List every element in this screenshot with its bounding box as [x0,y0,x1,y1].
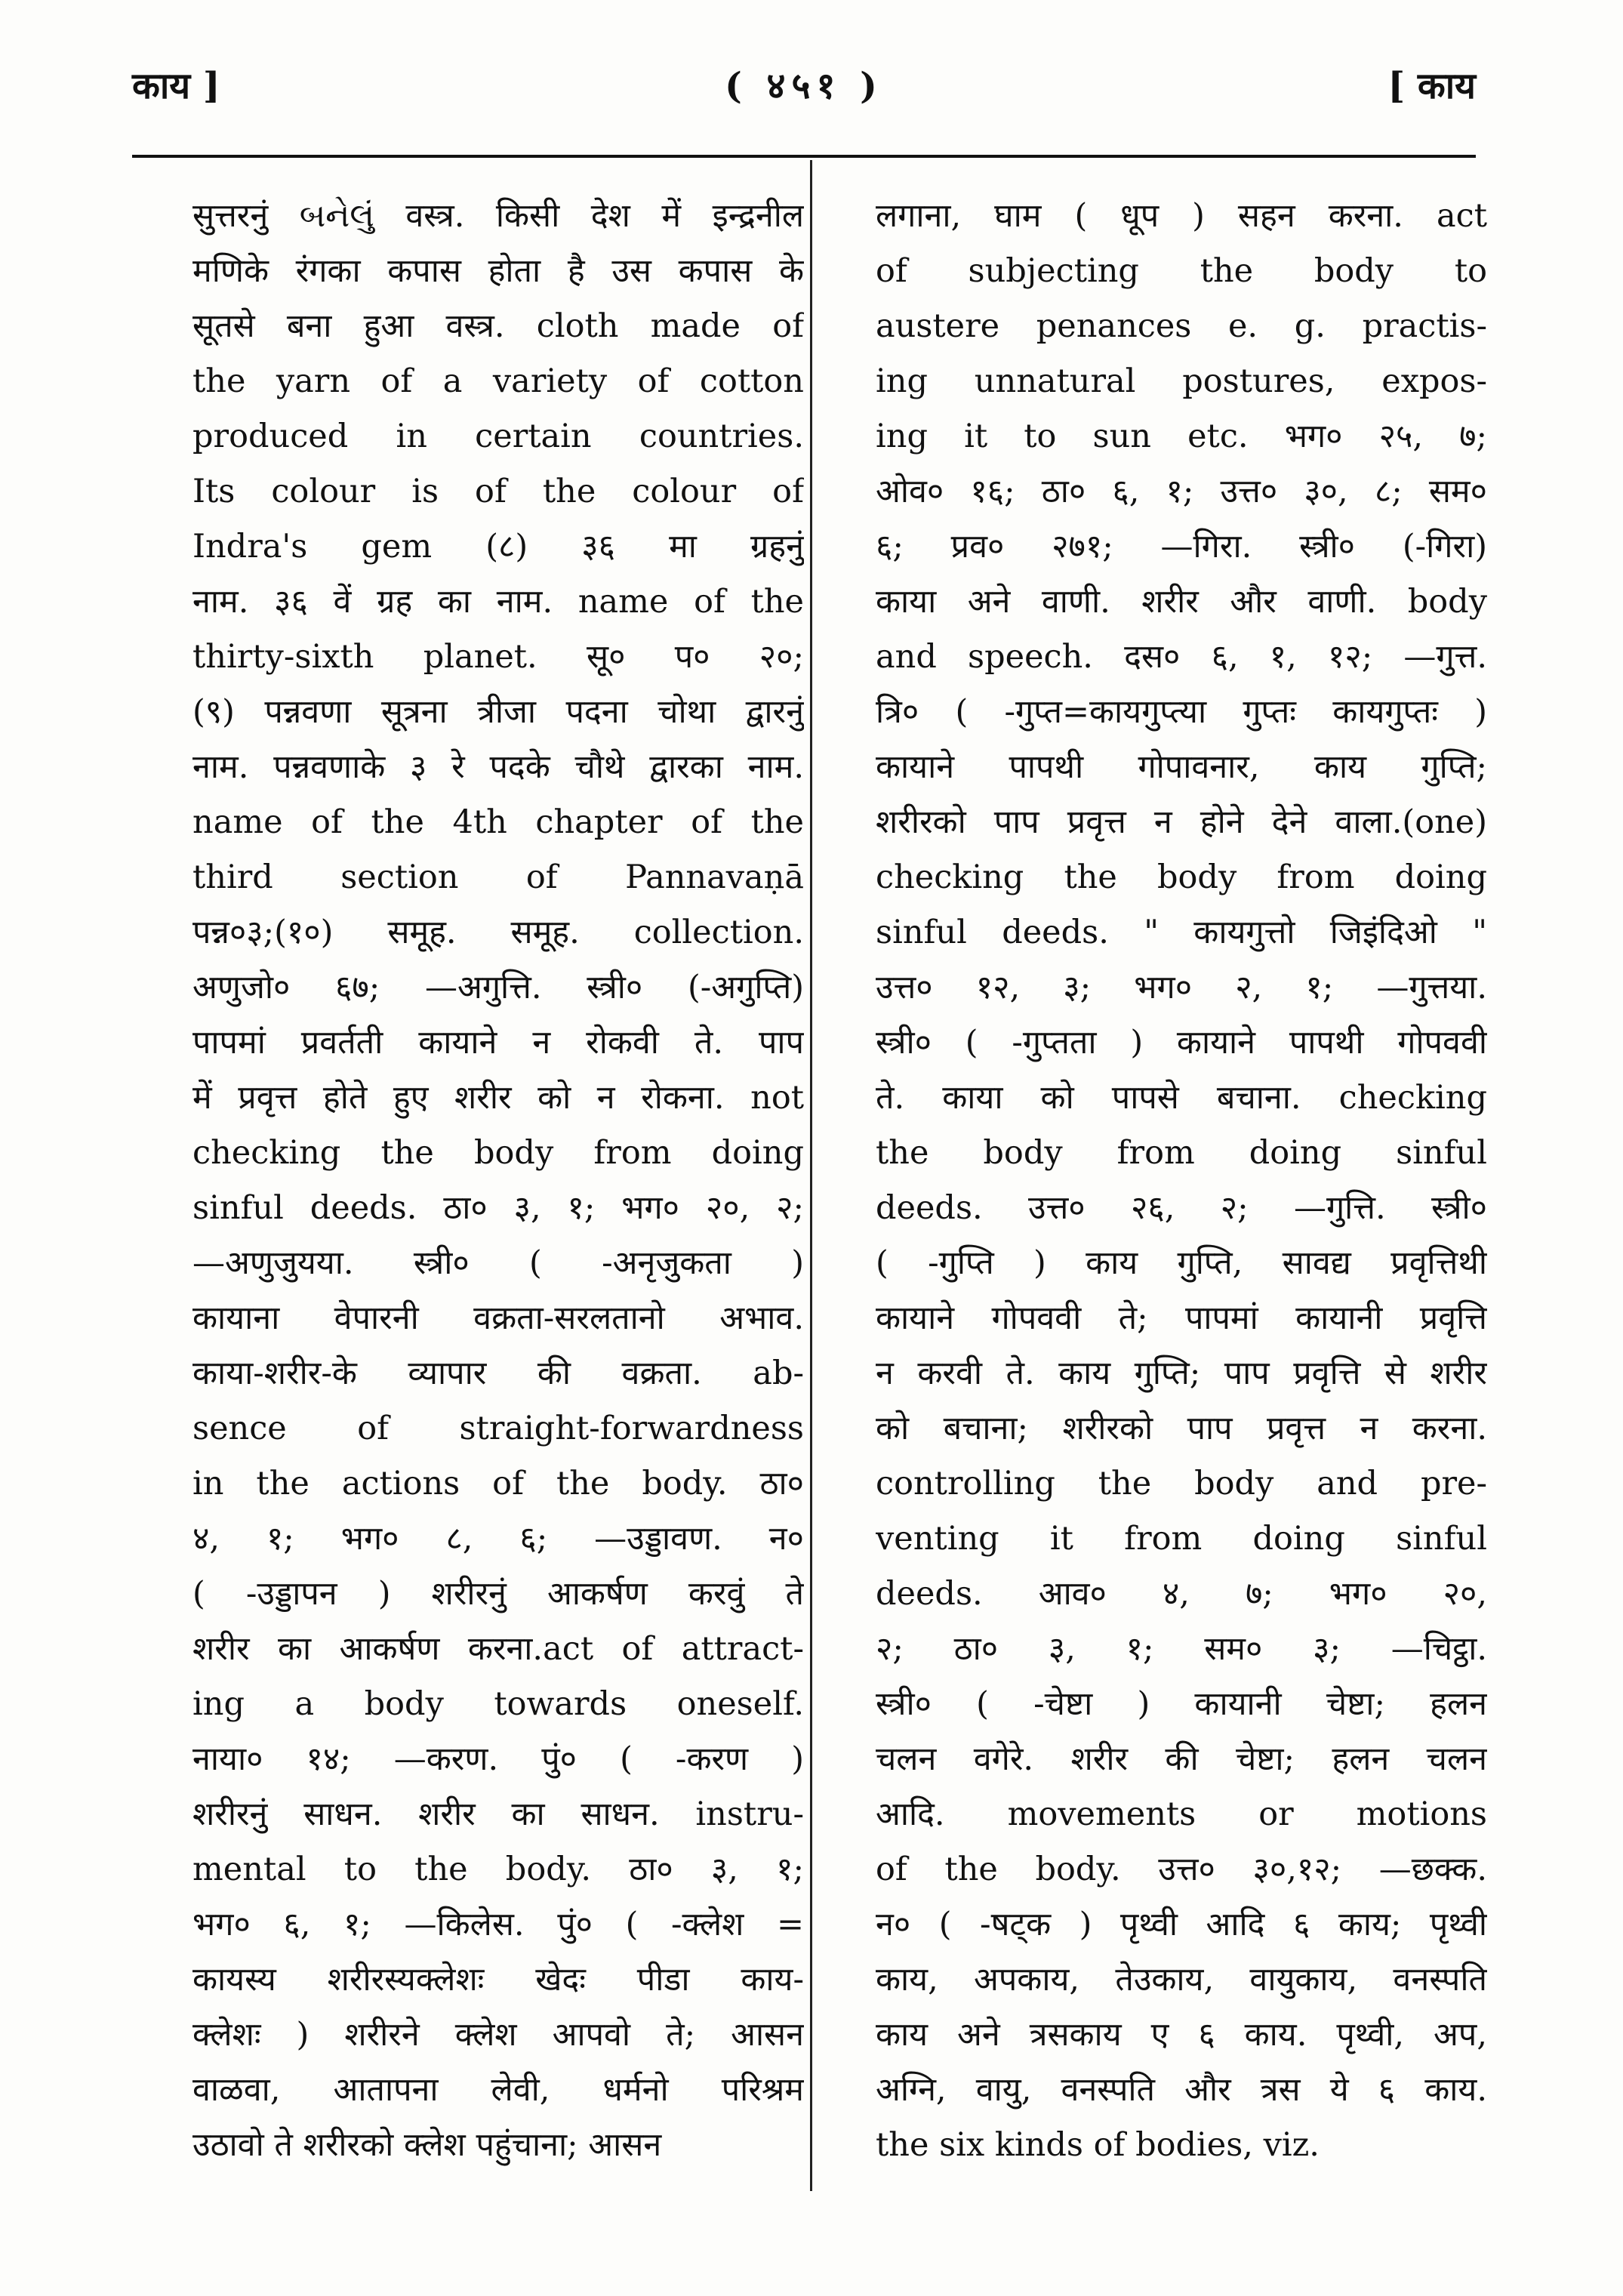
left-column-line: में प्रवृत्त होते हुए शरीर को न रोकना. not [192,1079,804,1117]
right-column-line: न० ( -षट्क ) पृथ्वी आदि ६ काय; पृथ्वी [876,1906,1487,1943]
header-left-guideword: काय ] [132,65,220,107]
left-column-line: checking the body from doing [192,1134,804,1172]
column-divider [810,160,812,2191]
left-column-line: अणुजो० ६७; —अगुत्ति. स्त्री० (-अगुप्ति) [192,969,804,1006]
right-column-line: checking the body from doing [876,858,1487,896]
right-column-line: deeds. उत्त० २६, २; —गुत्ति. स्त्री० [876,1189,1487,1227]
right-column-line: ते. काया को पापसे बचाना. checking [876,1079,1487,1117]
right-column-line: अग्नि, वायु, वनस्पति और त्रस ये ६ काय. [876,2071,1487,2109]
right-column-line: शरीरको पाप प्रवृत्त न होने देने वाला.(one) [876,803,1487,841]
left-column-line: क्लेशः ) शरीरने क्लेश आपवो ते; आसन [192,2016,804,2054]
left-column-line: काया-शरीर-के व्यापार की वक्रता. ab- [192,1354,804,1392]
right-column-line: स्त्री० ( -गुप्तता ) कायाने पापथी गोपववी [876,1024,1487,1062]
left-column-line: ( -उड्डापन ) शरीरनुं आकर्षण करवुं ते [192,1575,804,1613]
left-column-line: in the actions of the body. ठा० [192,1465,804,1502]
right-column-line: ओव० १६; ठा० ६, १; उत्त० ३०, ८; सम० [876,473,1487,510]
left-column-line: पन्न०३;(१०) समूह. समूह. collection. [192,914,804,951]
right-column-line: काया अने वाणी. शरीर और वाणी. body [876,583,1487,621]
left-column-line: पापमां प्रवर्तती कायाने न रोकवी ते. पाप [192,1024,804,1062]
right-column-line: venting it from doing sinful [876,1520,1487,1558]
left-column-line: thirty-sixth planet. सू० प० २०; [192,638,804,676]
right-column-line: उत्त० १२, ३; भग० २, १; —गुत्तया. [876,969,1487,1006]
left-column-line: नाया० १४; —करण. पुं० ( -करण ) [192,1740,804,1778]
left-column-line: सूतसे बना हुआ वस्त्र. cloth made of [192,307,804,345]
left-column-line: ४, १; भग० ८, ६; —उड्डावण. न० [192,1520,804,1558]
right-column-line: controlling the body and pre- [876,1465,1487,1502]
left-column-line: मणिके रंगका कपास होता है उस कपास के [192,252,804,290]
right-column-line: of subjecting the body to [876,252,1487,290]
left-column-line: नाम. ३६ वें ग्रह का नाम. name of the [192,583,804,621]
left-column-line: कायस्य शरीरस्यक्लेशः खेदः पीडा काय- [192,1961,804,1999]
left-column-line: third section of Pannavaṇā [192,858,804,896]
left-column-line: Its colour is of the colour of [192,473,804,510]
right-column-line: the body from doing sinful [876,1134,1487,1172]
left-column-line: शरीरनुं साधन. शरीर का साधन. instru- [192,1795,804,1833]
right-column-line: कायाने पापथी गोपावनार, काय गुप्ति; [876,748,1487,786]
right-column [876,189,1487,2190]
right-column-line: काय, अपकाय, तेउकाय, वायुकाय, वनस्पति [876,1961,1487,1999]
left-column-line: mental to the body. ठा० ३, १; [192,1851,804,1888]
left-column-line: name of the 4th chapter of the [192,803,804,841]
left-column-line: कायाना वेपारनी वक्रता-सरलतानो अभाव. [192,1299,804,1337]
left-column-line: ing a body towards oneself. [192,1685,804,1723]
right-column-line: the six kinds of bodies, viz. [876,2126,1320,2164]
page-number: ( ४५१ ) [725,65,883,107]
right-column-line: deeds. आव० ४, ७; भग० २०, [876,1575,1487,1613]
right-column-line: त्रि० ( -गुप्त=कायगुप्त्या गुप्तः कायगुप्तः ) [876,693,1487,731]
left-column-line: वाळवा, आतापना लेवी, धर्मनो परिश्रम [192,2071,804,2109]
left-column-line: sinful deeds. ठा० ३, १; भग० २०, २; [192,1189,804,1227]
left-column-line: (९) पन्नवणा सूत्रना त्रीजा पदना चोथा द्वारनुं [192,693,804,731]
right-column-line: २; ठा० ३, १; सम० ३; —चिट्ठा. [876,1630,1487,1668]
left-column-line: सुत्तरनुं બનેલું वस्त्र. किसी देश में इन्द्रनील [192,197,804,235]
right-column-line: ( -गुप्ति ) काय गुप्ति, सावद्य प्रवृत्तिथी [876,1244,1487,1282]
right-column-line: austere penances e. g. practis- [876,307,1487,345]
right-column-line: sinful deeds. " कायगुत्तो जिइंदिओ " [876,914,1487,951]
left-column-line: sence of straight-forwardness [192,1410,804,1447]
header-right-guideword: [ काय [1387,65,1476,107]
right-column-line: and speech. दस० ६, १, १२; —गुत्त. [876,638,1487,676]
left-column-line: Indra's gem (८) ३६ मा ग्रहनुं [192,528,804,566]
left-column-line: —अणुजुयया. स्त्री० ( -अनृजुकता ) [192,1244,804,1282]
left-column-line: शरीर का आकर्षण करना.act of attract- [192,1630,804,1668]
right-column-line: कायाने गोपववी ते; पापमां कायानी प्रवृत्ति [876,1299,1487,1337]
right-column-line: of the body. उत्त० ३०,१२; —छक्क. [876,1851,1487,1888]
running-head [132,60,1476,128]
right-column-line: काय अने त्रसकाय ए ६ काय. पृथ्वी, अप, [876,2016,1487,2054]
left-column-line: उठावो ते शरीरको क्लेश पहुंचाना; आसन [192,2126,662,2164]
left-column-line: produced in certain countries. [192,418,804,455]
left-column-line: भग० ६, १; —किलेस. पुं० ( -क्लेश = [192,1906,804,1943]
right-column-line: लगाना, घाम ( धूप ) सहन करना. act [876,197,1487,235]
right-column-line: न करवी ते. काय गुप्ति; पाप प्रवृत्ति से शरीर [876,1354,1487,1392]
right-column-line: को बचाना; शरीरको पाप प्रवृत्त न करना. [876,1410,1487,1447]
right-column-line: स्त्री० ( -चेष्टा ) कायानी चेष्टा; हलन [876,1685,1487,1723]
left-column [192,189,804,2190]
header-rule [132,155,1476,158]
right-column-line: ६; प्रव० २७१; —गिरा. स्त्री० (-गिरा) [876,528,1487,566]
right-column-line: चलन वगेरे. शरीर की चेष्टा; हलन चलन [876,1740,1487,1778]
left-column-line: the yarn of a variety of cotton [192,362,804,400]
right-column-line: आदि. movements or motions [876,1795,1487,1833]
left-column-line: नाम. पन्नवणाके ३ रे पदके चौथे द्वारका नाम. [192,748,804,786]
right-column-line: ing it to sun etc. भग० २५, ७; [876,418,1487,455]
right-column-line: ing unnatural postures, expos- [876,362,1487,400]
